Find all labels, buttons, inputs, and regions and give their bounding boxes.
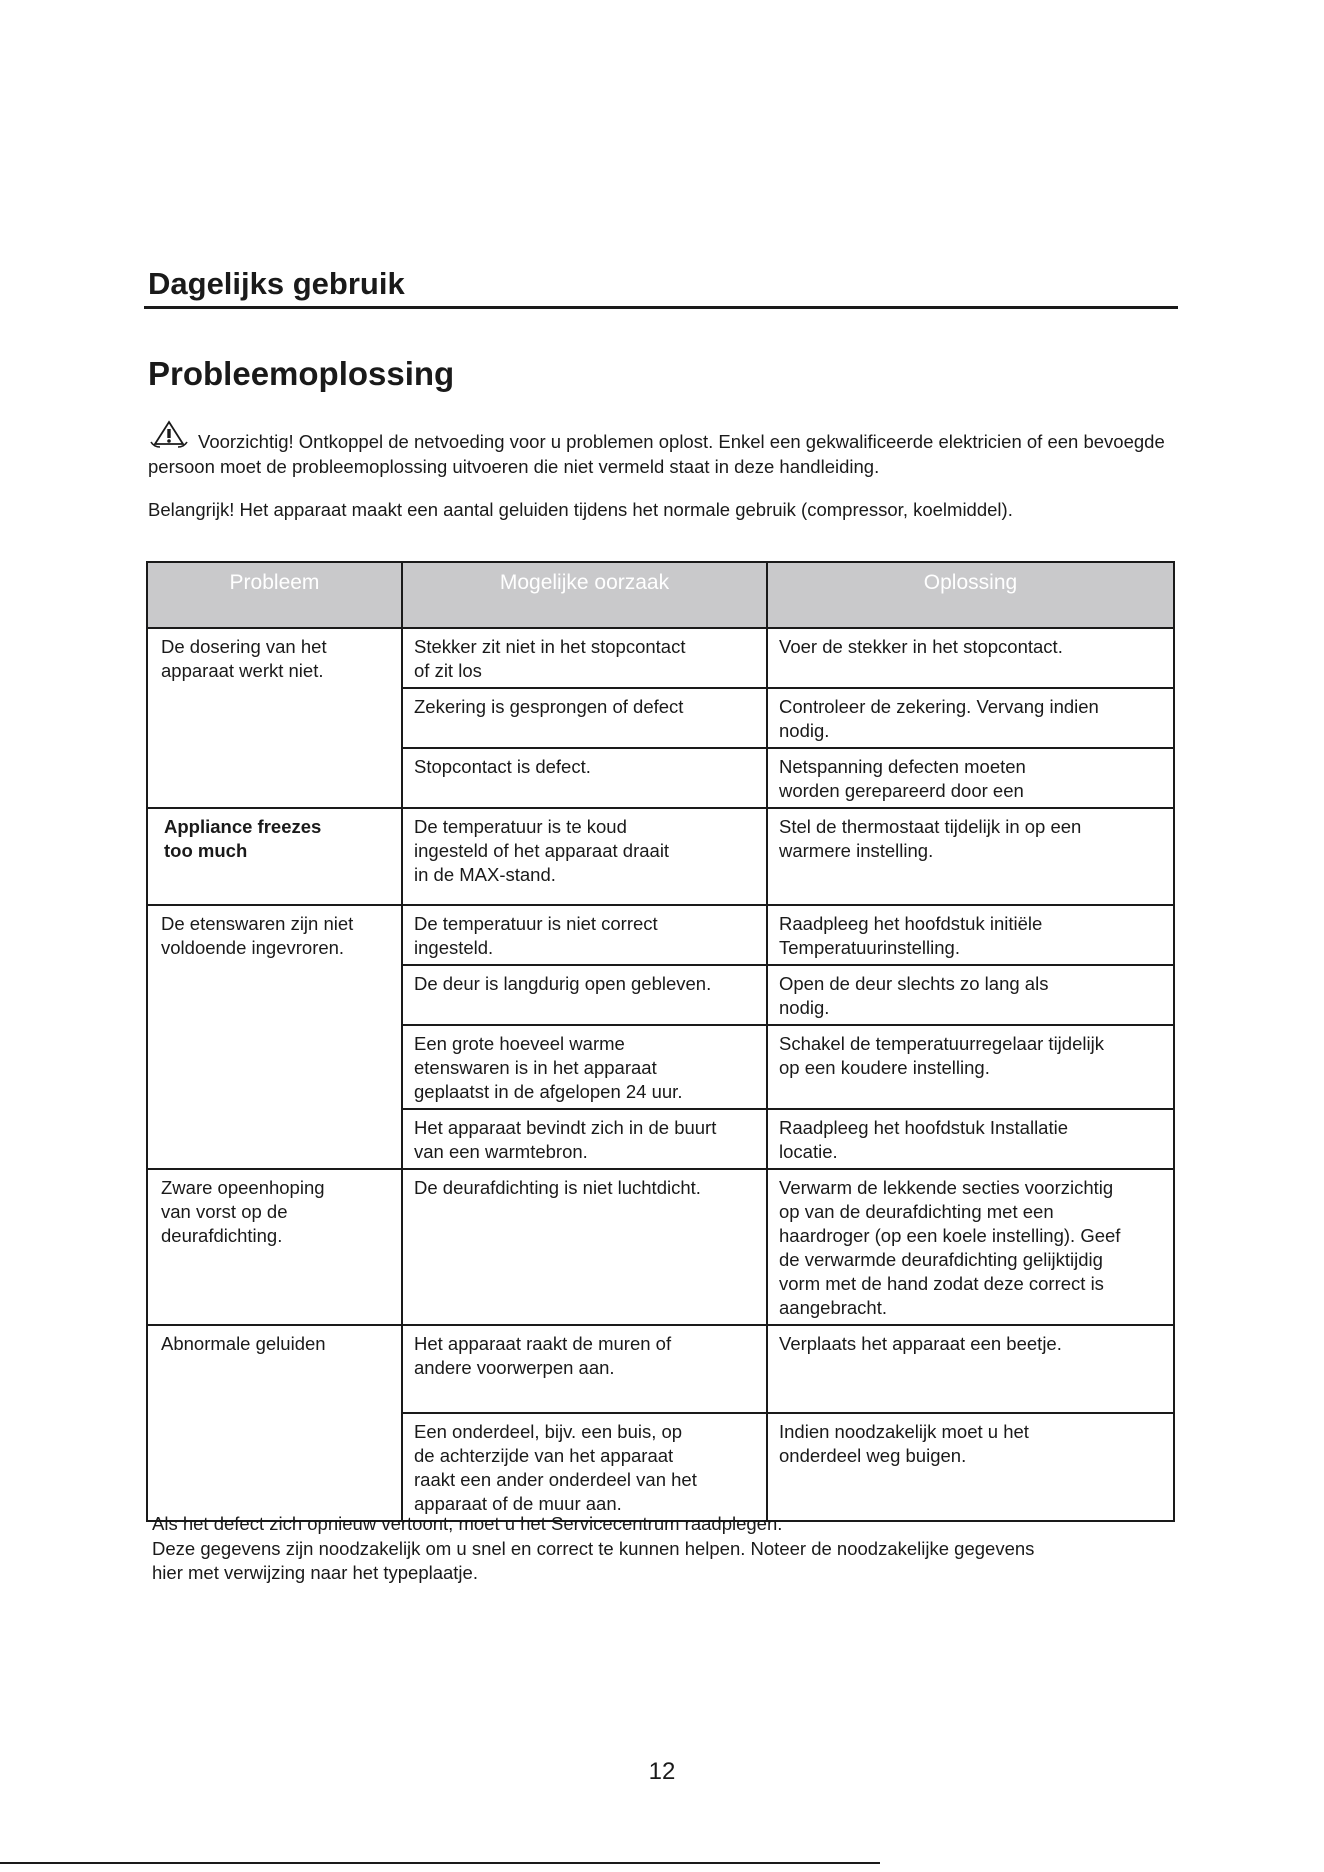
cause-cell: De deurafdichting is niet luchtdicht. xyxy=(402,1169,767,1325)
cause-cell: Stekker zit niet in het stopcontact of zit los xyxy=(402,628,767,688)
solution-cell: Indien noodzakelijk moet u het onderdeel weg buigen. xyxy=(767,1413,1174,1521)
solution-cell: Verwarm de lekkende secties voorzichtig op van de deurafdichting met een haardroger (op een koele instelling). Geef de verwarmde deurafdichting gelijktijdig vorm met de hand zodat deze correct is aangebracht. xyxy=(767,1169,1174,1325)
cause-cell: Stopcontact is defect. xyxy=(402,748,767,808)
solution-cell: Open de deur slechts zo lang als nodig. xyxy=(767,965,1174,1025)
problem-cell: Zware opeenhoping van vorst op de deurafdichting. xyxy=(147,1169,402,1325)
table-row xyxy=(147,1169,1174,1325)
table-header-row xyxy=(147,562,1174,628)
service-note: Als het defect zich opnieuw vertoont, moet u het Servicecentrum raadplegen. Deze gegevens zijn noodzakelijk om u snel en correct te kunnen helpen. Noteer de noodzakelijke gegevens hier met verwijzing naar het typeplaatje. xyxy=(152,1513,1035,1583)
problem-cell: De etenswaren zijn niet voldoende ingevroren. xyxy=(147,905,402,1169)
cause-cell: De temperatuur is te koud ingesteld of het apparaat draait in de MAX-stand. xyxy=(402,808,767,905)
header-cause: Mogelijke oorzaak xyxy=(402,562,767,628)
solution-cell: Verplaats het apparaat een beetje. xyxy=(767,1325,1174,1413)
table-row xyxy=(147,808,1174,905)
cause-cell: De deur is langdurig open gebleven. xyxy=(402,965,767,1025)
solution-cell: Controleer de zekering. Vervang indien nodig. xyxy=(767,688,1174,748)
page-heading: Probleemoplossing xyxy=(148,355,455,392)
troubleshooting-table xyxy=(146,561,1175,1522)
table-row xyxy=(147,905,1174,965)
bottom-divider xyxy=(0,1862,880,1864)
cause-cell: Het apparaat bevindt zich in de buurt van een warmtebron. xyxy=(402,1109,767,1169)
header-problem: Probleem xyxy=(147,562,402,628)
cause-cell: De temperatuur is niet correct ingesteld. xyxy=(402,905,767,965)
solution-cell: Schakel de temperatuurregelaar tijdelijk op een koudere instelling. xyxy=(767,1025,1174,1109)
header-solution: Oplossing xyxy=(767,562,1174,628)
important-note: Belangrijk! Het apparaat maakt een aantal geluiden tijdens het normale gebruik (compressor, koelmiddel). xyxy=(148,499,1013,520)
solution-cell: Voer de stekker in het stopcontact. xyxy=(767,628,1174,688)
caution-paragraph xyxy=(148,420,1178,479)
warning-triangle-icon xyxy=(148,420,190,450)
solution-cell: Raadpleeg het hoofdstuk Installatie locatie. xyxy=(767,1109,1174,1169)
page-number: 12 xyxy=(648,1758,676,1785)
problem-cell: Appliance freezes too much xyxy=(147,808,402,905)
table-row xyxy=(147,628,1174,688)
solution-cell: Raadpleeg het hoofdstuk initiële Temperatuurinstelling. xyxy=(767,905,1174,965)
cause-cell: Een grote hoeveel warme etenswaren is in het apparaat geplaatst in de afgelopen 24 uur. xyxy=(402,1025,767,1109)
problem-cell: De dosering van het apparaat werkt niet. xyxy=(147,628,402,808)
cause-cell: Het apparaat raakt de muren of andere voorwerpen aan. xyxy=(402,1325,767,1413)
solution-cell: Stel de thermostaat tijdelijk in op een warmere instelling. xyxy=(767,808,1174,905)
problem-cell: Abnormale geluiden xyxy=(147,1325,402,1521)
section-divider xyxy=(144,306,1178,309)
cause-cell: Zekering is gesprongen of defect xyxy=(402,688,767,748)
table-row xyxy=(147,1325,1174,1413)
cause-cell: Een onderdeel, bijv. een buis, op de achterzijde van het apparaat raakt een ander onderdeel van het apparaat of de muur aan. xyxy=(402,1413,767,1521)
section-title: Dagelijks gebruik xyxy=(148,266,405,301)
solution-cell: Netspanning defecten moeten worden gerepareerd door een xyxy=(767,748,1174,808)
caution-text: Voorzichtig! Ontkoppel de netvoeding voor u problemen oplost. Enkel een gekwalificeerde elektricien of een bevoegde persoon moet de probleemoplossing uitvoeren die niet vermeld staat in deze handleiding. xyxy=(148,431,1165,477)
